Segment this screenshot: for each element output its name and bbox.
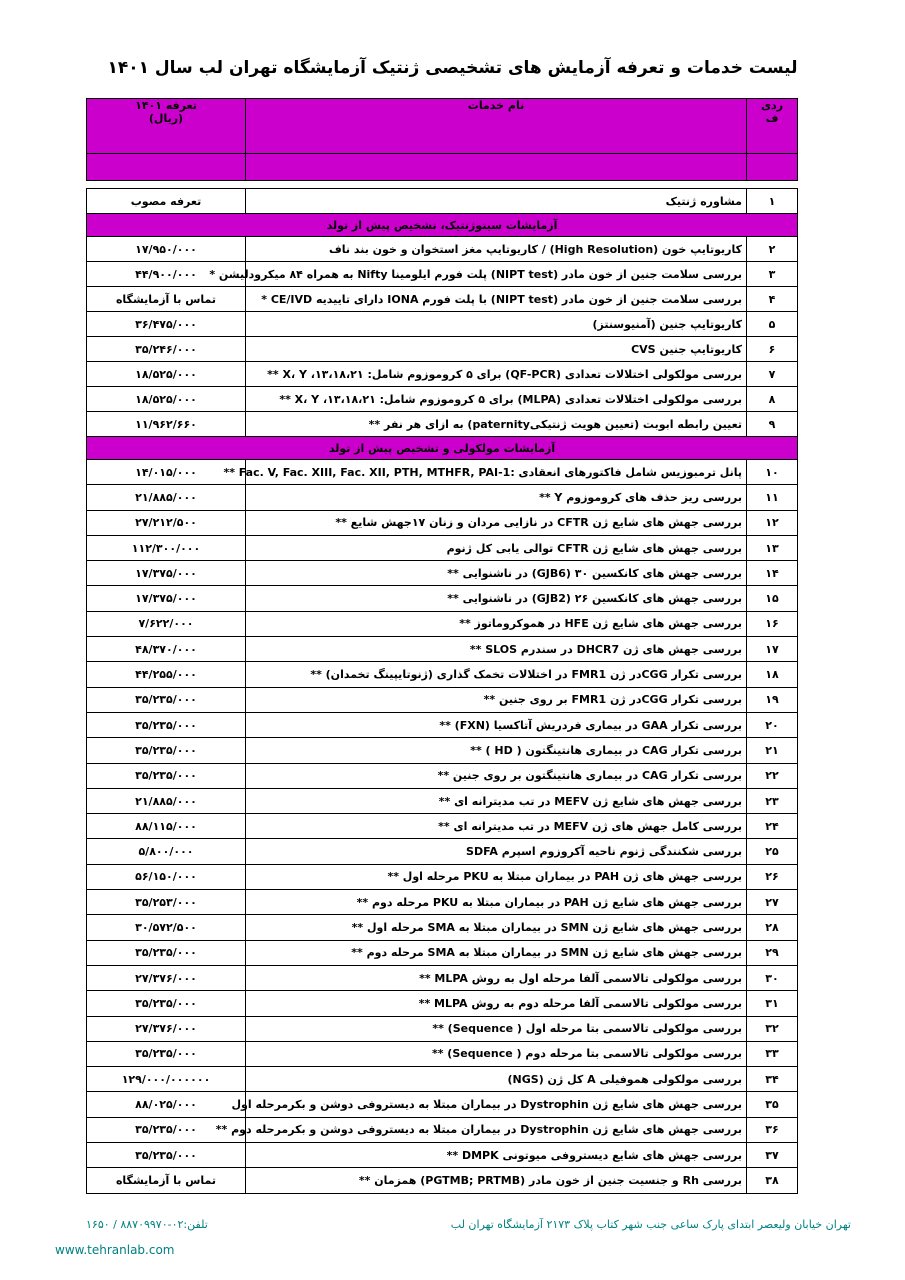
row-price: ۸۸/۰۲۵/۰۰۰	[87, 1092, 246, 1117]
row-price: ۳۰/۵۷۲/۵۰۰	[87, 915, 246, 940]
table-row	[87, 1168, 798, 1193]
row-price: ۳۵/۲۳۵/۰۰۰	[87, 1143, 246, 1168]
table-row	[87, 460, 798, 485]
row-number: ۳۵	[747, 1092, 798, 1117]
row-price: ۸۸/۱۱۵/۰۰۰	[87, 814, 246, 839]
row-price: ۲۱/۸۸۵/۰۰۰	[87, 485, 246, 510]
table-row	[87, 864, 798, 889]
row-service-name: بررسی جهش های ژن PAH در بیماران مبتلا به PKU مرحله اول **	[246, 864, 747, 889]
table-header-spacer-row	[87, 154, 798, 181]
header-price-label-2: (ریال)	[148, 112, 184, 125]
row-number: ۳۴	[747, 1067, 798, 1092]
row-number: ۱۲	[747, 510, 798, 535]
page-title: لیست خدمات و تعرفه آزمایش های تشخیصی ژنتیک آزمایشگاه تهران لب سال ۱۴۰۱	[107, 58, 798, 78]
row-service-name: بررسی جهش های شایع ژن PAH در بیماران مبتلا به PKU مرحله دوم **	[246, 890, 747, 915]
table-row	[87, 312, 798, 337]
row-price: ۳۵/۲۳۵/۰۰۰	[87, 763, 246, 788]
row-number: ۸	[747, 387, 798, 412]
row-service-name: بررسی جهش های ژن DHCR7 در سندرم SLOS **	[246, 637, 747, 662]
row-price: ۱۷/۳۷۵/۰۰۰	[87, 561, 246, 586]
row-number: ۲۳	[747, 788, 798, 813]
row-price: ۲۷/۲۱۲/۵۰۰	[87, 510, 246, 535]
header-name-cell	[246, 99, 747, 154]
row-number: ۱۹	[747, 687, 798, 712]
table-row	[87, 637, 798, 662]
row-price: ۳۵/۲۳۵/۰۰۰	[87, 1117, 246, 1142]
row-price: ۲۷/۳۷۶/۰۰۰	[87, 1016, 246, 1041]
table-row	[87, 940, 798, 965]
row-number: ۱	[747, 189, 798, 214]
row-price: ۴۸/۳۷۰/۰۰۰	[87, 637, 246, 662]
row-service-name: بررسی مولکولی تالاسمی آلفا مرحله دوم به روش MLPA **	[246, 991, 747, 1016]
section-title: آزمایشات سیتوژنتیک، تشخیص پیش از تولد	[87, 214, 798, 237]
row-number: ۱۱	[747, 485, 798, 510]
gap-cell	[87, 181, 246, 189]
row-service-name: مشاوره ژنتیک	[246, 189, 747, 214]
row-number: ۱۰	[747, 460, 798, 485]
table-row	[87, 763, 798, 788]
table-row	[87, 485, 798, 510]
row-service-name: بررسی جهش های شایع ژن SMN در بیماران مبتلا به SMA مرحله اول **	[246, 915, 747, 940]
row-service-name: بررسی مولکولی اختلالات تعدادی (QF-PCR) برای ۵ کروموزوم شامل: ۱۳،۱۸،۲۱، X، Y **	[246, 362, 747, 387]
row-price: ۱۸/۵۲۵/۰۰۰	[87, 362, 246, 387]
row-price: ۷/۶۲۲/۰۰۰	[87, 611, 246, 636]
table-row	[87, 561, 798, 586]
row-service-name: بررسی مولکولی تالاسمی بتا مرحله دوم ( Sequence) **	[246, 1041, 747, 1066]
row-number: ۳۰	[747, 965, 798, 990]
footer-phone: تلفن:۰۲-۸۸۷۰۹۹۷۰ / ۱۶۵۰	[86, 1218, 208, 1231]
table-row	[87, 890, 798, 915]
table-row	[87, 1041, 798, 1066]
section-header-row	[87, 214, 798, 237]
row-service-name: بررسی سلامت جنین از خون مادر (NIPT test) پلت فورم ایلومینا Nifty به همراه ۸۴ میکرودلیشن *	[246, 262, 747, 287]
row-service-name: بررسی جهش های شایع ژن CFTR توالی یابی کل ژنوم	[246, 535, 747, 560]
row-number: ۲۹	[747, 940, 798, 965]
table-row	[87, 1092, 798, 1117]
row-price: ۴۴/۲۵۵/۰۰۰	[87, 662, 246, 687]
row-number: ۲۱	[747, 738, 798, 763]
table-row	[87, 712, 798, 737]
table-row	[87, 611, 798, 636]
table-row	[87, 189, 798, 214]
row-service-name: بررسی تکرار CGGدر ژن FMR1 در اختلالات تخمک گذاری (ژنوتایپینگ تخمدان) **	[246, 662, 747, 687]
header-num-label-2: ف	[765, 112, 779, 125]
table-gap-row	[87, 181, 798, 189]
table-row	[87, 287, 798, 312]
row-number: ۵	[747, 312, 798, 337]
row-number: ۳۷	[747, 1143, 798, 1168]
row-number: ۱۳	[747, 535, 798, 560]
header-name-label: نام خدمات	[467, 99, 525, 112]
row-number: ۳۶	[747, 1117, 798, 1142]
row-price: ۱۴/۰۱۵/۰۰۰	[87, 460, 246, 485]
website-link[interactable]: www.tehranlab.com	[55, 1243, 175, 1257]
row-number: ۲۷	[747, 890, 798, 915]
row-service-name: بررسی شکنندگی ژنوم ناحیه آکروزوم اسپرم SDFA	[246, 839, 747, 864]
row-service-name: کاریوتایپ جنین CVS	[246, 337, 747, 362]
table-row	[87, 788, 798, 813]
row-service-name: بررسی مولکولی تالاسمی آلفا مرحله اول به روش MLPA **	[246, 965, 747, 990]
header-num-label-1: ردی	[760, 99, 784, 112]
header-spacer-cell	[246, 154, 747, 181]
row-service-name: بررسی جهش های شایع ژن MEFV در تب مدیترانه ای **	[246, 788, 747, 813]
row-price: ۱۸/۵۲۵/۰۰۰	[87, 387, 246, 412]
row-number: ۲	[747, 237, 798, 262]
footer-address: تهران خیابان ولیعصر ابتدای پارک ساعی جنب شهر کتاب پلاک ۲۱۷۳ آزمایشگاه تهران لب	[450, 1218, 851, 1231]
row-service-name: بررسی سلامت جنین از خون مادر (NIPT test) با پلت فورم IONA دارای تاییدیه CE/IVD *	[246, 287, 747, 312]
table-row	[87, 262, 798, 287]
row-price: ۳۵/۲۳۵/۰۰۰	[87, 1041, 246, 1066]
row-service-name: بررسی ریز حذف های کروموزوم Y **	[246, 485, 747, 510]
table-row	[87, 839, 798, 864]
row-price: ۱۱۲/۳۰۰/۰۰۰	[87, 535, 246, 560]
row-number: ۲۸	[747, 915, 798, 940]
table-row	[87, 412, 798, 437]
table-row	[87, 1067, 798, 1092]
row-price: تعرفه مصوب	[87, 189, 246, 214]
row-service-name: بررسی مولکولی هموفیلی A کل ژن (NGS)	[246, 1067, 747, 1092]
row-number: ۳	[747, 262, 798, 287]
row-number: ۹	[747, 412, 798, 437]
table-row	[87, 1143, 798, 1168]
header-price-cell	[87, 99, 246, 154]
row-number: ۱۸	[747, 662, 798, 687]
row-number: ۳۳	[747, 1041, 798, 1066]
row-number: ۱۴	[747, 561, 798, 586]
row-number: ۲۰	[747, 712, 798, 737]
table-row	[87, 991, 798, 1016]
row-service-name: بررسی جهش های شایع ژن Dystrophin در بیماران مبتلا به دیستروفی دوشن و بکرمرحله دوم **	[246, 1117, 747, 1142]
table-row	[87, 510, 798, 535]
row-number: ۱۷	[747, 637, 798, 662]
table-row	[87, 387, 798, 412]
table-row	[87, 662, 798, 687]
row-service-name: بررسی Rh و جنسیت جنین از خون مادر (PGTMB; PRTMB) همزمان **	[246, 1168, 747, 1193]
row-price: ۴۴/۹۰۰/۰۰۰	[87, 262, 246, 287]
row-price: ۳۵/۲۳۵/۰۰۰	[87, 940, 246, 965]
row-price: تماس با آزمایشگاه	[87, 287, 246, 312]
row-price: ۳۶/۴۷۵/۰۰۰	[87, 312, 246, 337]
row-service-name: بررسی جهش های شایع ژن CFTR در نازایی مردان و زنان ۱۷جهش شایع **	[246, 510, 747, 535]
row-number: ۳۸	[747, 1168, 798, 1193]
header-price-label-1: تعرفه ۱۴۰۱	[135, 99, 197, 112]
row-service-name: بررسی تکرار CGGدر ژن FMR1 بر روی جنین **	[246, 687, 747, 712]
row-service-name: بررسی مولکولی تالاسمی بتا مرحله اول ( Sequence) **	[246, 1016, 747, 1041]
table-row	[87, 814, 798, 839]
row-service-name: بررسی تکرار CAG در بیماری هانتینگتون ( HD ) **	[246, 738, 747, 763]
row-service-name: بررسی تکرار CAG در بیماری هانتینگتون بر روی جنین **	[246, 763, 747, 788]
row-number: ۲۲	[747, 763, 798, 788]
row-price: ۳۵/۲۵۳/۰۰۰	[87, 890, 246, 915]
row-price: ۲۷/۳۷۶/۰۰۰	[87, 965, 246, 990]
table-row	[87, 586, 798, 611]
section-title: آزمایشات مولکولی و تشخیص پیش از تولد	[87, 437, 798, 460]
row-price: ۵/۸۰۰/۰۰۰	[87, 839, 246, 864]
table-row	[87, 535, 798, 560]
row-service-name: بررسی کامل جهش های ژن MEFV در تب مدیترانه ای **	[246, 814, 747, 839]
row-number: ۳۱	[747, 991, 798, 1016]
header-spacer-cell	[87, 154, 246, 181]
row-service-name: کاریوتایپ جنین (آمنیوسنتز)	[246, 312, 747, 337]
row-price: ۱۱/۹۶۲/۶۶۰	[87, 412, 246, 437]
row-service-name: کاریوتایپ خون (High Resolution) / کاریوتایپ مغز استخوان و خون بند ناف	[246, 237, 747, 262]
table-row	[87, 965, 798, 990]
price-table	[86, 98, 798, 1194]
table-row	[87, 1117, 798, 1142]
gap-cell	[246, 181, 747, 189]
table-header-row	[87, 99, 798, 154]
row-number: ۲۶	[747, 864, 798, 889]
row-service-name: بررسی جهش های کانکسین ۳۰ (GJB6) در ناشنوایی **	[246, 561, 747, 586]
row-service-name: بررسی جهش های شایع دیستروفی میوتونی DMPK **	[246, 1143, 747, 1168]
row-price: ۳۵/۲۳۵/۰۰۰	[87, 712, 246, 737]
table-row	[87, 915, 798, 940]
row-service-name: بررسی جهش های کانکسین ۲۶ (GJB2) در ناشنوایی **	[246, 586, 747, 611]
table-row	[87, 337, 798, 362]
table-row	[87, 1016, 798, 1041]
row-number: ۷	[747, 362, 798, 387]
table-row	[87, 362, 798, 387]
row-service-name: تعیین رابطه ابوبت (تعیین هویت ژنتیکیpaternity) به ازای هر نفر **	[246, 412, 747, 437]
row-number: ۲۵	[747, 839, 798, 864]
row-number: ۴	[747, 287, 798, 312]
table-row	[87, 687, 798, 712]
row-service-name: بررسی مولکولی اختلالات تعدادی (MLPA) برای ۵ کروموزوم شامل: ۱۳،۱۸،۲۱، X، Y **	[246, 387, 747, 412]
row-price: ۳۵/۲۳۵/۰۰۰	[87, 738, 246, 763]
row-price: ۳۵/۲۳۵/۰۰۰	[87, 687, 246, 712]
table-row	[87, 237, 798, 262]
row-price: ۳۵/۲۴۶/۰۰۰	[87, 337, 246, 362]
row-service-name: بررسی جهش های شایع ژن HFE در هموکروماتوز **	[246, 611, 747, 636]
row-number: ۱۵	[747, 586, 798, 611]
row-price: ۱۷/۹۵۰/۰۰۰	[87, 237, 246, 262]
row-service-name: بررسی تکرار GAA در بیماری فردریش آتاکسیا (FXN) **	[246, 712, 747, 737]
row-number: ۲۴	[747, 814, 798, 839]
row-price: ۳۵/۲۳۵/۰۰۰	[87, 991, 246, 1016]
header-num-cell	[747, 99, 798, 154]
row-number: ۱۶	[747, 611, 798, 636]
row-number: ۳۲	[747, 1016, 798, 1041]
row-price: ۲۱/۸۸۵/۰۰۰	[87, 788, 246, 813]
row-number: ۶	[747, 337, 798, 362]
section-header-row	[87, 437, 798, 460]
table-row	[87, 738, 798, 763]
row-service-name: پانل ترمبوزیس شامل فاکتورهای انعقادی :Fac. V, Fac. XIII, Fac. XII, PTH, MTHFR, PAI-1 **	[246, 460, 747, 485]
row-price: ۱۲۹/۰۰۰/۰۰۰۰۰۰	[87, 1067, 246, 1092]
gap-cell	[747, 181, 798, 189]
row-price: ۱۷/۳۷۵/۰۰۰	[87, 586, 246, 611]
row-service-name: بررسی جهش های شایع ژن SMN در بیماران مبتلا به SMA مرحله دوم **	[246, 940, 747, 965]
row-service-name: بررسی جهش های شایع ژن Dystrophin در بیماران مبتلا به دیستروفی دوشن و بکرمرحله اول	[246, 1092, 747, 1117]
header-spacer-cell	[747, 154, 798, 181]
row-price: تماس با آزمایشگاه	[87, 1168, 246, 1193]
row-price: ۵۶/۱۵۰/۰۰۰	[87, 864, 246, 889]
